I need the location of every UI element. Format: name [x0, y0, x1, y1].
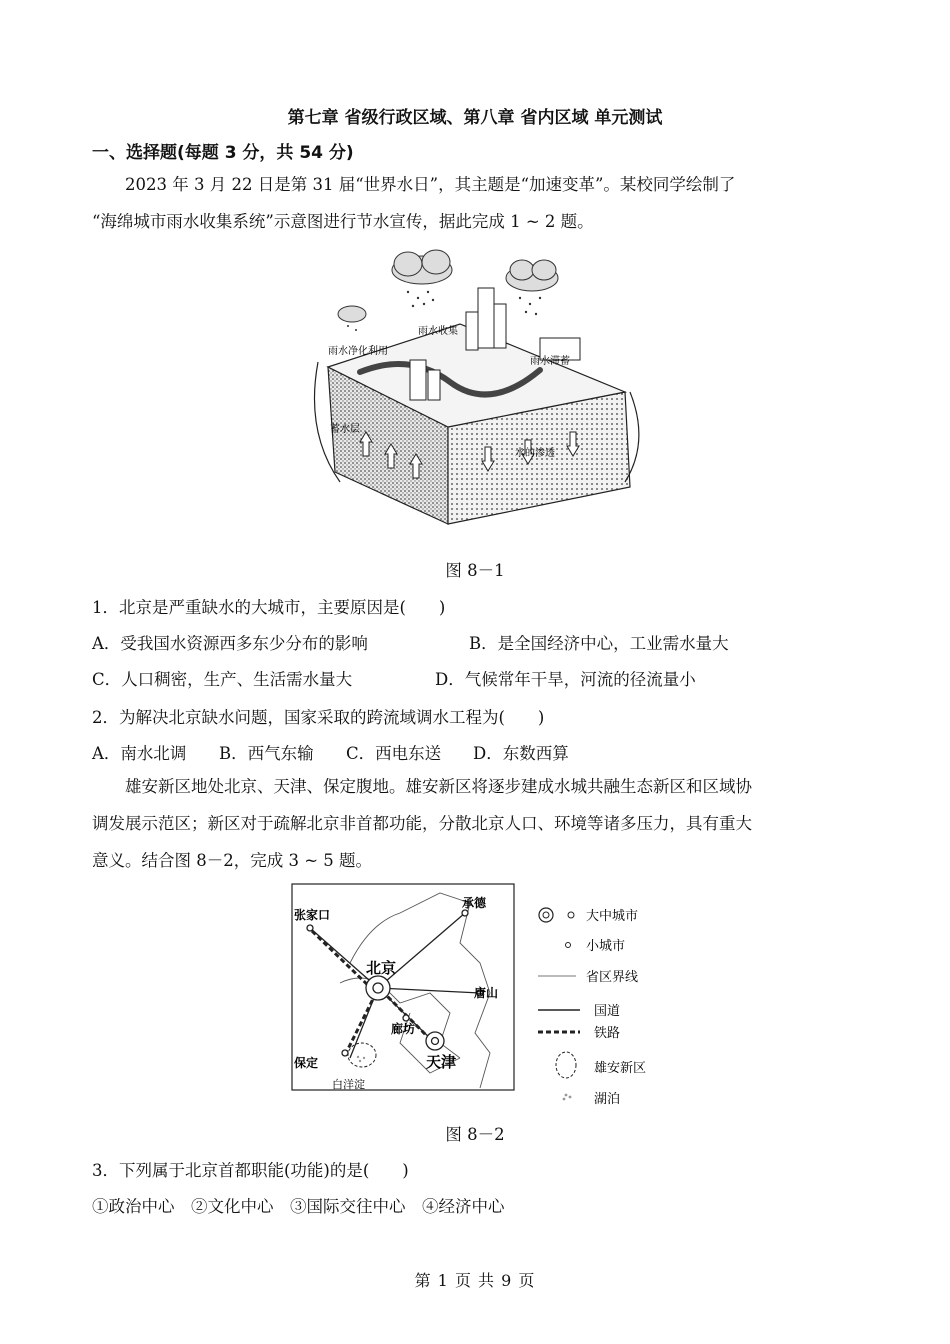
- q1-stem: 1．北京是严重缺水的大城市，主要原因是( ): [92, 598, 446, 617]
- figure1-caption: 图 8－1: [445, 561, 505, 580]
- q2-option-b: B．西气东输: [219, 744, 314, 763]
- city-beijing: 北京: [366, 959, 397, 977]
- label-store: 雨水滞蓄: [530, 356, 570, 367]
- intro2-line3: 意义。结合图 8－2，完成 3 ~ 5 题。: [92, 851, 373, 870]
- legend-railway: 铁路: [594, 1026, 621, 1041]
- legend-big-city: 大中城市: [586, 909, 639, 924]
- intro2-line2: 调发展示范区；新区对于疏解北京非首都功能，分散北京人口、环境等诸多压力，具有重大: [92, 814, 752, 833]
- page-title: 第七章 省级行政区域、第八章 省内区域 单元测试: [287, 108, 663, 128]
- city-tianjin: 天津: [426, 1053, 457, 1071]
- legend-xiongan: 雄安新区: [594, 1061, 647, 1076]
- q1-option-a: A．受我国水资源西多东少分布的影响: [92, 634, 368, 653]
- city-langfang: 廊坊: [391, 1022, 416, 1036]
- label-purify: 雨水净化利用: [328, 346, 388, 357]
- label-infiltrate: 水的渗透: [515, 448, 555, 459]
- q1-option-b: B．是全国经济中心，工业需水量大: [469, 634, 729, 653]
- legend-road: 国道: [594, 1004, 621, 1019]
- q1-option-d: D．气候常年干旱，河流的径流量小: [435, 670, 696, 689]
- intro-paragraph-1: [92, 166, 862, 203]
- intro2-line1: 雄安新区地处北京、天津、保定腹地。雄安新区将逐步建成水城共融生态新区和区域协: [125, 777, 752, 796]
- legend-small-city: 小城市: [586, 939, 626, 954]
- jingjinji-map-figure: [290, 883, 680, 1107]
- q2-stem: 2．为解决北京缺水问题，国家采取的跨流域调水工程为( ): [92, 708, 545, 727]
- sponge-city-figure: [300, 242, 645, 532]
- page-footer: 第 1 页 共 9 页: [414, 1271, 536, 1290]
- cloud-icon: [338, 250, 558, 322]
- label-aquifer: 蓄水层: [330, 424, 360, 435]
- city-chengde: 承德: [462, 896, 487, 910]
- q2-option-c: C．西电东送: [346, 744, 442, 763]
- city-tangshan: 唐山: [474, 986, 499, 1000]
- city-zhangjiakou: 张家口: [294, 908, 331, 922]
- q1-options-ab: [92, 630, 729, 654]
- section-heading: 一、选择题(每题 3 分，共 54 分): [92, 143, 354, 163]
- q2-option-a: A．南水北调: [92, 744, 187, 763]
- q3-stem: 3．下列属于北京首都职能(功能)的是( ): [92, 1161, 409, 1180]
- figure2-caption: 图 8－2: [445, 1125, 505, 1144]
- label-baiyangdian: 白洋淀: [332, 1078, 365, 1091]
- q1-options-cd: [92, 666, 696, 690]
- q2-options: [92, 740, 569, 764]
- label-rain-collect: 雨水收集: [418, 326, 458, 337]
- legend-lake: 湖泊: [594, 1092, 621, 1107]
- q3-options: ①政治中心 ②文化中心 ③国际交往中心 ④经济中心: [92, 1197, 505, 1216]
- intro1-line2: “海绵城市雨水收集系统”示意图进行节水宣传，据此完成 1 ~ 2 题。: [92, 212, 594, 231]
- map-legend: [538, 908, 646, 1107]
- city-baoding: 保定: [294, 1056, 319, 1070]
- q2-option-d: D．东数西算: [473, 744, 569, 763]
- intro1-line1: 2023 年 3 月 22 日是第 31 届“世界水日”，其主题是“加速变革”。某校同学绘制了: [125, 175, 736, 194]
- q1-option-c: C．人口稠密，生产、生活需水量大: [92, 670, 353, 689]
- legend-boundary: 省区界线: [586, 970, 639, 985]
